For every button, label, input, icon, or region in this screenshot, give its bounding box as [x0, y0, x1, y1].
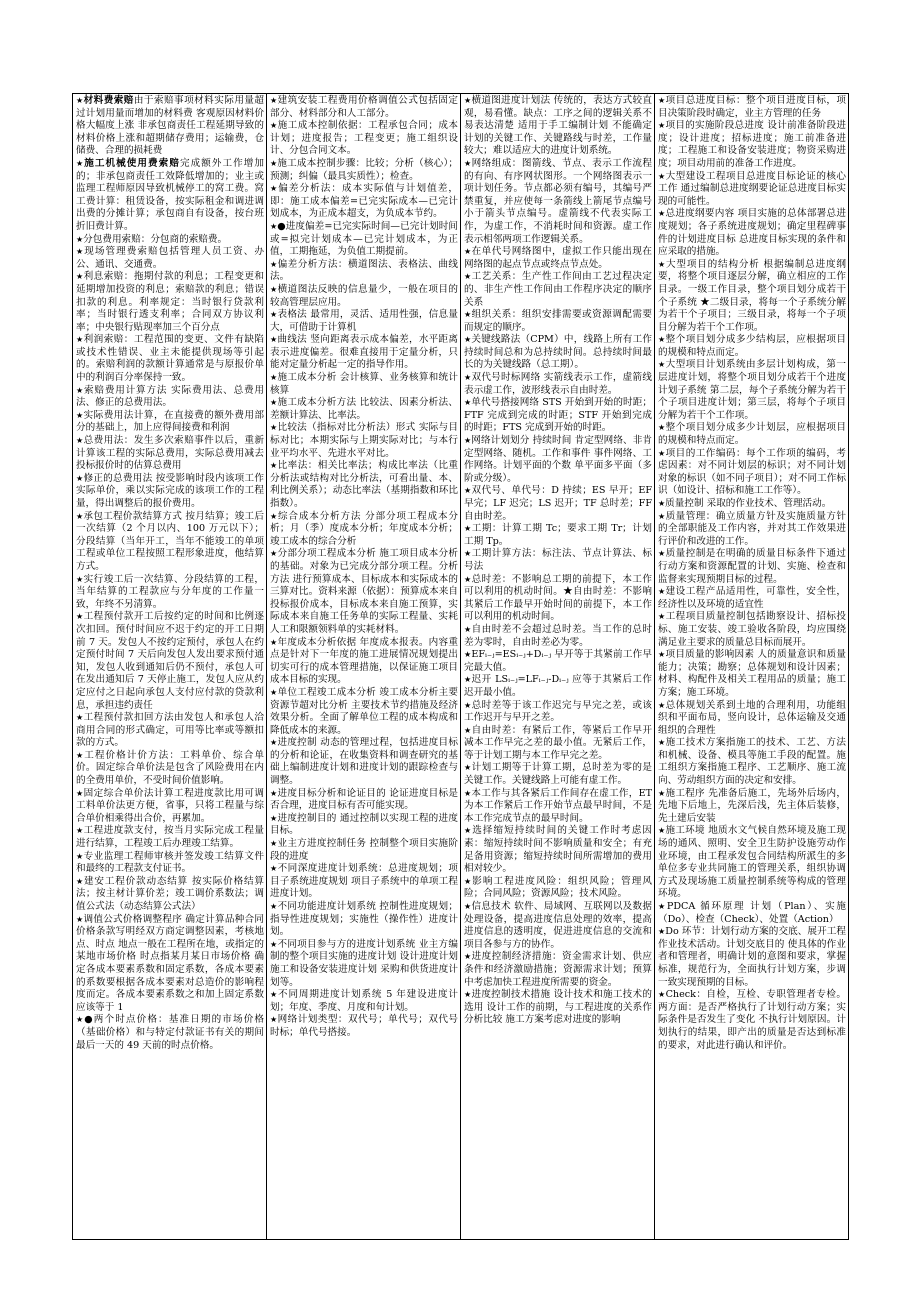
note-text: 曲线法 竖向距离表示成本偏差，水平距离表示进度偏差。很难直接用于定量分析，只能对定量分析起一定的指导作用。 — [270, 334, 459, 371]
note-text: 综合成本分析方法 分部分项工程成本分析；月（季）度成本分析；年度成本分析；竣工成本的综合分析 — [270, 510, 458, 547]
note-item — [658, 548, 846, 586]
note-text: 索赔费用计算方法 实际费用法、总费用法、修正的总费用法。 — [76, 384, 264, 409]
note-item — [658, 586, 846, 611]
note-text: 不同周期进度计划系统 5 年建设进度计划；年度、季度、月度和旬计划。 — [270, 989, 459, 1013]
note-item — [464, 989, 652, 1027]
note-text: 本工作与其各紧后工作间存在虚工作，ET 为本工作紧后工作开始节点最早时间，不是本工作完成节点的最早时间。 — [464, 787, 653, 824]
note-text: Check：自检，互检、专职管理者专检。两方面：是否严格执行了计划行动方案；实际条件是否发生了变化 不执行计划原因。计划执行的结果，即产出的质量是否达到标准的要求，对此进行确认和评价。 — [658, 989, 847, 1051]
note-item — [270, 95, 458, 120]
note-text: 组织关系：组织安排需要或资源调配需要而规定的顺序。 — [464, 309, 653, 333]
note-text: 工艺关系：生产性工作间由工艺过程决定的、非生产性工作间由工作程序决定的顺序关系 — [464, 271, 653, 308]
note-item — [270, 422, 458, 460]
note-text: 偏差分析方法：横道图法、表格法、曲线法。 — [270, 258, 459, 283]
note-text: 施工环境 地质水文气候自然环境及施工现场的通风、照明、安全卫生防护设施劳动作业环境，由工程承发包合同结构所派生的多单位多专业共同施工的管理关系，组织协调方式及现场施工质量控制系统等构成的管理环境。 — [658, 825, 847, 900]
note-item — [76, 95, 264, 158]
note-text: 总体规划关系到土地的合理利用，功能组织和平面布局，竖向设计，总体运输及交通组织的合理性 — [658, 699, 847, 736]
note-item — [464, 372, 652, 397]
note-text: 建安工程价款动态结算 按实际价格结算法；按主材计算价差；竣工调价系数法；调值公式法（动态结算公式法） — [76, 875, 264, 912]
note-text: 施工技术方案指施工的技术、工艺、方法和机械、设备、模具等施工手段的配置。施工组织方案指施工程序、工艺顺序、施工流向、劳动组织方面的决定和安排。 — [658, 737, 847, 787]
note-item — [658, 498, 846, 511]
note-item — [270, 1014, 458, 1039]
note-item — [76, 410, 264, 435]
note-text: 工期计算方法：标注法、节点计算法、标号法 — [464, 548, 653, 572]
note-text: 自由时差：有紧后工作，等紧后工作早开减本工作早完之差的最小值。无紧后工作，等于计划工期与本工作早完之差。 — [464, 724, 653, 761]
note-text: 年度成本分析依据 年度成本报表。内容重点是针对下一年度的施工进展情况规划提出切实可行的成本管理措施，以保证施工项目成本目标的实现。 — [270, 636, 459, 686]
note-text: 影响工程进度风险：组织风险；管理风险；合同风险；资源风险；技术风险。 — [464, 875, 653, 900]
note-text: 利润索赔：工程范围的变更、文件有缺陷或技术性错误、业主未能提供现场等引起的。索赔利润的款额计算通常是与原报价单中的利润百分率保持一致。 — [76, 334, 265, 384]
note-item — [658, 700, 846, 738]
note-item — [76, 1014, 264, 1052]
note-item — [76, 851, 264, 876]
note-text: 大型项目的结构分析 根据编制总进度纲要，将整个项目逐层分解，确立相应的工作目录。一级工作目录，整个项目划分成若干个子系统 ★二级目录，将每一个子系统分解为若干个子项目；三级目录，将每一个子项目分解为若干个工作项。 — [658, 258, 846, 333]
note-item — [76, 271, 264, 334]
note-text: 网络计划类型：双代号；单代号；双代号时标；单代号搭接。 — [270, 1014, 459, 1038]
note-text: 横道图进度计划法 传统的，表达方式较直观，易看懂。缺点：工序之间的逻辑关系不易表达清楚 适用于手工编制计划 不能确定计划的关键工作、关键路线与时差，工作量较大；难以适应大的进度计划系统。 — [464, 95, 653, 157]
note-item — [464, 309, 652, 334]
note-text: 网络组成：图箭线、节点、表示工作流程的有向、有序网状图形。一个网络图表示一项计划任务。节点都必须有编号，其编号严禁重复，并应使每一条箭线上箭尾节点编号小于箭头节点编号。虚箭线不代表实际工作，为虚工作，不消耗时间和资源。虚工作表示相邻两项工作逻辑关系。 — [464, 157, 653, 245]
note-item — [464, 435, 652, 485]
note-heading: 材料费索赔 — [83, 95, 134, 106]
note-item — [658, 95, 846, 120]
note-item — [658, 334, 846, 359]
note-item — [658, 259, 846, 335]
note-item — [270, 687, 458, 737]
note-item — [270, 309, 458, 334]
note-text: 项目的实施阶段总进度 设计前准备阶段进度；设计进度；招标进度；施工前准备进度；工程施工和设备安装进度；物资采购进度；项目动用前的准备工作进度。 — [658, 120, 847, 169]
note-item — [76, 473, 264, 511]
note-item — [658, 511, 846, 549]
note-text: 总进度纲要内容 项目实施的总体部署总进度规划；各子系统进度规划；确定里程碑事件的计划进度目标 总进度目标实现的条件和应采取的措施。 — [658, 208, 847, 258]
note-item — [270, 183, 458, 221]
note-text: 总费用法：发生多次索赔事件以后，重新计算该工程的实际总费用，实际总费用减去投标报价时的估算总费用 — [76, 435, 265, 472]
note-item — [76, 435, 264, 473]
note-text: 完成额外工作增加的；非承包商责任工效降低增加的；业主或监理工程师原因导致机械停工的窝工费。窝工费计算：租赁设备，按实际租金和调进调出费的分摊计算；承包商自有设备，按台班折旧费计算。 — [76, 157, 265, 232]
note-item — [464, 762, 652, 787]
note-item — [270, 813, 458, 838]
note-text: ●进度偏差=已完实际时间—已完计划时间或=拟完计划成本—已完计划成本，为正值，工期拖延，为负值工期提前。 — [270, 220, 458, 258]
note-item — [270, 838, 458, 863]
note-text: 比较法（指标对比分析法）形式 实际与目标对比；本期实际与上期实际对比；与本行业平均水平、先进水平对比。 — [270, 422, 459, 459]
note-text: 横道图法反映的信息量少，一般在项目的较高管理层应用。 — [270, 283, 459, 308]
note-text: 双代号时标网络 实箭线表示工作，虚箭线表示虚工作，波形线表示自由时差。 — [464, 372, 653, 396]
note-item — [464, 624, 652, 649]
note-item — [658, 825, 846, 901]
note-item — [270, 901, 458, 939]
note-text: 项目的工作编码：每个工作项的编码，考虑因素：对不同计划层的标识；对不同计划对象的标识（如不同子项目）；对不同工作标识（如设计、招标和施工工作等）。 — [658, 447, 847, 497]
note-text: 进度控制技术措施 设计技术和施工技术的选用 设计工作的前期，与工程进度的关系作分析比较 施工方案考虑对进度的影响 — [464, 989, 653, 1026]
note-text: 进度控制目的 通过控制以实现工程的进度目标。 — [270, 812, 459, 837]
note-text: 单代号搭接网络 STS 开始到开始的时距；FTF 完成到完成的时距；STF 开始到完成的时距；FTS 完成到开始的时距。 — [464, 397, 652, 434]
note-item — [270, 372, 458, 397]
note-text: 进度目标分析和论证目的 论证进度目标是否合理，进度目标有否可能实现。 — [270, 787, 459, 812]
column-3 — [461, 94, 655, 1239]
note-text: 迟开 LSᵢ₋ⱼ=LFᵢ₋ⱼ-Dᵢ₋ⱼ 应等于其紧后工作迟开最小值。 — [464, 674, 652, 698]
note-text: 由于索赔事项材料实际用量超过计划用量而增加的材料费 客观原因材料价格大幅度上涨 非承包商责任工程延期导致的材料价格上涨和超期储存费用；运输费，仓储费、合理的损耗费 — [76, 95, 265, 157]
note-text: 利息索赔：拖期付款的利息；工程变更和延期增加投资的利息；索赔款的利息；错误扣款的利息。利率规定：当时银行贷款利率；当时银行透支利率；合同双方协议利率；中央银行贴现率加三个百分点 — [76, 271, 265, 333]
note-item — [464, 95, 652, 158]
note-item — [658, 448, 846, 498]
note-item — [76, 825, 264, 850]
note-item — [76, 712, 264, 750]
note-text: 选择缩短持续时间的关键工作时考虑因素：缩短持续时间不影响质量和安全；有充足备用资源；缩短持续时间所需增加的费用相对较少。 — [464, 825, 653, 875]
note-item — [658, 422, 846, 447]
note-text: 偏差分析法：成本实际值与计划值差，即：施工成本偏差=已完实际成本—已完计划成本，为正成本超支，为负成本节约。 — [270, 183, 459, 220]
note-text: 工程价格计价方法：工料单价、综合单价。固定综合单价法是包含了风险费用在内的全费用单价，不受时间价值影响。 — [76, 749, 265, 787]
column-4 — [655, 94, 848, 1239]
note-text: 实行竣工后一次结算、分段结算的工程，当年结算的工程款应与分年度的工作量一致，年终不另清算。 — [76, 573, 265, 610]
note-text: 工程项目质量控制包括勘察设计、招标投标、施工安装、竣工验收各阶段，均应围绕满足业主要求的质量总目标而展开。 — [658, 611, 847, 648]
note-text: 大型建设工程项目总进度目标论证的核心工作 通过编制总进度纲要论证总进度目标实现的可能性。 — [658, 170, 847, 207]
note-text: 不同深度进度计划系统：总进度规划；项目子系统进度规划 项目子系统中的单项工程进度计划。 — [270, 863, 459, 900]
note-item — [270, 511, 458, 549]
note-item — [658, 208, 846, 258]
note-item — [658, 926, 846, 989]
note-item — [464, 246, 652, 271]
note-item — [270, 460, 458, 510]
note-text: 施工成本控制依据：工程承包合同；成本计划；进度报告；工程变更；施工组织设计、分包合同文本。 — [270, 120, 459, 157]
note-text: 不同项目参与方的进度计划系统 业主方编制的整个项目实施的进度计划 设计进度计划 施工和设备安装进度计划 采购和供货进度计划等。 — [270, 938, 459, 988]
note-text: Do 环节：计划行动方案的交底、展开工程作业技术活动。计划交底目的 使具体的作业者和管理者，明确计划的意图和要求，掌握标准，规范行为，全面执行计划方案，步调一致实现预期的目标。 — [658, 926, 846, 988]
note-text: 质量管理：确立质量方针及实施质量方针的全部职能及工作内容，并对其工作效果进行评价和改进的工作。 — [658, 510, 847, 547]
note-text: 大型项目计划系统由多层计划构成，第一层进度计划，将整个项目划分成若干个进度计划子系统 第二层，每个子系统分解为若干个子项目进度计划；第三层，将每个子项目分解为若干个工作项。 — [658, 359, 847, 421]
note-item — [270, 334, 458, 372]
note-item — [76, 246, 264, 271]
note-item — [76, 750, 264, 788]
note-item — [464, 788, 652, 826]
note-item — [76, 158, 264, 234]
note-item — [658, 120, 846, 170]
note-text: 现场管理费索赔包括管理人员工资、办公、通讯、交通费。 — [76, 246, 265, 270]
note-item — [464, 674, 652, 699]
note-item — [464, 901, 652, 951]
note-text: 业主方进度控制任务 控制整个项目实施阶段的进度 — [270, 838, 459, 862]
note-item — [270, 259, 458, 284]
note-text: 承包工程价款结算方式 按月结算；竣工后一次结算（2 个月以内、100 万元以下）；分段结算（当年开工，当年不能竣工的单项工程或单位工程按照工程形象进度，他结算方式。 — [76, 510, 265, 572]
column-1 — [73, 94, 267, 1239]
note-text: EFᵢ₋ⱼ=ESᵢ₋ⱼ+Dᵢ₋ⱼ 早开等于其紧前工作早完最大值。 — [464, 649, 653, 673]
note-item — [270, 939, 458, 989]
note-item — [76, 611, 264, 712]
note-text: 项目总进度目标：整个项目进度目标，项目决策阶段时确定，业主方管理的任务 — [658, 95, 847, 119]
note-item — [658, 359, 846, 422]
note-item — [464, 548, 652, 573]
note-text: 总时差等于该工作迟完与早完之差，或该工作迟开与早开之差。 — [464, 699, 653, 724]
note-item — [76, 876, 264, 914]
note-text: 施工成本控制步骤：比较；分析（核心）；预测；纠偏（最具实质性）；检查。 — [270, 157, 459, 182]
column-2 — [267, 94, 461, 1239]
note-item — [464, 700, 652, 725]
note-text: 施工成本分析方法 比较法、因素分析法、差额计算法、比率法。 — [270, 397, 459, 421]
note-text: 计划工期等于计算工期，总时差为零的是关键工作。关键线路上可能有虚工作。 — [464, 762, 653, 787]
note-item — [464, 397, 652, 435]
note-text: 分包费用索赔：分包商的索赔费。 — [83, 233, 228, 245]
note-item — [270, 863, 458, 901]
note-text: 网络计划划分 持续时间 肯定型网络、非肯定型网络、随机。工作和事件 事件网络、工作网络。计划平面的个数 单平面多平面（多阶或分级）。 — [464, 435, 652, 484]
note-item — [270, 637, 458, 687]
note-text: 工期：计算工期 Tc；要求工期 Tr；计划工期 Tp。 — [464, 523, 652, 547]
note-item — [658, 989, 846, 1052]
note-text: ●两个时点价格：基准日期的市场价格（基础价格）和与特定付款证书有关的期间最后一天的 49 天前的时点价格。 — [76, 1014, 265, 1051]
note-text: 表格法 最常用，灵活、适用性强，信息量大，可借助于计算机 — [270, 309, 459, 333]
note-item — [270, 737, 458, 787]
note-item — [658, 171, 846, 209]
note-text: 质量控制 采取的作业技术、管理活动。 — [665, 498, 832, 509]
note-item — [658, 788, 846, 826]
note-item — [464, 334, 652, 372]
note-text: 不同功能进度计划系统 控制性进度规划；指导性进度规划；实施性（操作性）进度计划。 — [270, 901, 459, 938]
notes-sheet — [72, 93, 849, 1240]
note-item — [76, 234, 264, 247]
note-text: 进度控制 动态的管理过程，包括进度目标的分析和论证，在收集资料和调查研究的基础上编制进度计划和进度计划的跟踪检查与调整。 — [270, 737, 459, 787]
note-item — [464, 271, 652, 309]
note-text: 工程进度款支付，按当月实际完成工程量进行结算，工程竣工后办理竣工结算。 — [76, 825, 265, 850]
note-item — [464, 158, 652, 246]
note-item — [76, 914, 264, 1015]
note-text: 整个项目划分成多少计划层，应根据项目的规模和特点而定。 — [658, 422, 847, 447]
note-item — [76, 788, 264, 826]
note-text: 单位工程竣工成本分析 竣工成本分析主要资源节超对比分析 主要技术节约措施及经济效果分析。全面了解单位工程的成本构成和降低成本的来源。 — [270, 686, 459, 736]
note-text: 调值公式价格调整程序 确定计算品种合同价格条款写明经双方商定调整因素，考核地点、时点 地点一般在工程所在地，或指定的某地市场价格 时点指某月某日市场价格 确定各成本要素系数和固定系数，各成本要素的系数要根据各成本要素对总造价的影响程度而定。各成本要素系数之和加上固定系数应该等于 1 — [76, 913, 265, 1013]
note-item — [658, 611, 846, 649]
note-item — [464, 876, 652, 901]
note-text: 比率法：相关比率法；构成比率法（比重分析法或结构对比分析法，可看出量、本、利比例关系）；动态比率法（基期指数和环比指数）。 — [270, 460, 459, 509]
note-item — [270, 548, 458, 636]
note-text: 质量控制是在明确的质量目标条件下通过行动方案和资源配置的计划、实施、检查和监督来实现预期目标的过程。 — [658, 548, 847, 585]
note-item — [270, 221, 458, 259]
note-item — [658, 901, 846, 926]
note-text: 建设工程产品适用性，可靠性，安全性，经济性以及环境的适宜性 — [658, 586, 847, 610]
note-text: 施工成本分析 会计核算、业务核算和统计核算 — [270, 372, 459, 396]
note-text: 双代号、单代号：D 持续；ES 早开；EF 早完；LF 迟完；LS 迟开；TF 总时差；FF 自由时差。 — [464, 485, 653, 522]
note-text: 工程预付款扣回方法由发包人和承包人洽商用合同的形式确定，可用等比率或等额扣款的方式。 — [76, 712, 265, 749]
note-item — [76, 574, 264, 612]
note-item — [464, 649, 652, 674]
note-text: PDCA 循环原理 计划（Plan）、实施（Do）、检查（Check）、处置（Action） — [658, 901, 847, 925]
note-text: 建筑安装工程费用价格调值公式包括固定部分、材料部分和人工部分。 — [270, 95, 459, 119]
note-text: 进度控制经济措施：资金需求计划、供应条件和经济激励措施；资源需求计划；预算中考虑加快工程进度所需要的资金。 — [464, 951, 653, 988]
note-item — [270, 284, 458, 309]
note-item — [270, 397, 458, 422]
note-item — [658, 649, 846, 699]
note-text: 项目质量的影响因素 人的质量意识和质量能力；决策；勘察；总体规划和设计因素；材料、构配件及相关工程用品的质量；施工方案；施工环境。 — [658, 649, 847, 698]
note-item — [658, 737, 846, 787]
note-heading: 施工机械使用费索赔 — [84, 157, 180, 169]
note-item — [270, 120, 458, 158]
note-text: 修正的总费用法 按受影响时段内该项工作实际单价，乘以实际完成的该项工作的工程量，得出调整后的报价费用。 — [76, 472, 265, 509]
note-text: 信息技术 软件、局域网、互联网以及数据处理设备，提高进度信息处理的效率，提高进度信息的透明度，促进进度信息的交流和项目各参与方的协作。 — [464, 901, 653, 950]
note-text: 专业监理工程师审核并签发竣工结算文件和最终的工程款支付证书。 — [76, 850, 265, 875]
note-text: 总时差：不影响总工期的前提下，本工作可以利用的机动时间。★自由时差：不影响其紧后工作最早开始时间的前提下，本工作可以利用的机动时间。 — [464, 573, 653, 623]
note-text: 自由时差不会超过总时差。当工作的总时差为零时，自由时差必为零。 — [464, 623, 653, 648]
note-item — [464, 951, 652, 989]
note-item — [270, 158, 458, 183]
note-text: 工程预付款开工后按约定的时间和比例逐次扣回。预付时间应不迟于约定的开工日期前 7 天。发包人不按约定预付，承包人在约定预付时间 7 天后向发包人发出要求预付通知，发包人收到通知后仍不预付，承包人可在发出通知后 7 天停止施工，发包人应从约定应付之日起向承包人支付应付款的贷款利息，承担违约责任 — [76, 611, 265, 711]
note-item — [270, 989, 458, 1014]
note-item — [464, 523, 652, 548]
note-item — [76, 511, 264, 574]
note-text: 在单代号网络图中，虚拟工作只能出现在网络图的起点节点或终点节点处。 — [464, 246, 653, 270]
note-item — [464, 485, 652, 523]
note-text: 整个项目划分成多少结构层，应根据项目的规模和特点而定。 — [658, 334, 847, 358]
note-text: 关键线路法（CPM）中，线路上所有工作持续时间总和为总持续时间。总持续时间最长的为关键线路（总工期）。 — [464, 334, 652, 371]
note-item — [464, 574, 652, 624]
note-item — [76, 334, 264, 384]
note-item — [76, 385, 264, 410]
note-item — [464, 725, 652, 763]
note-item — [464, 825, 652, 875]
note-text: 分部分项工程成本分析 施工项目成本分析的基础。对象为已完成分部分项工程。分析方法 进行预算成本、目标成本和实际成本的三算对比。资料来源（依据）：预算成本来自投标报价成本，目标成本来自施工预算，实际成本来自施工任务单的实际工程量、实耗人工和限额领料单的实耗材料。 — [270, 548, 459, 635]
note-text: 固定综合单价法计算工程进度款比用可调工料单价法更方便，省事，只将工程量与综合单价相乘得出合价，再累加。 — [76, 787, 265, 824]
note-text: 实际费用法计算，在直接费的额外费用部分的基础上，加上应得间接费和利润 — [76, 409, 265, 434]
note-item — [270, 788, 458, 813]
note-text: 施工程序 先准备后施工，先场外后场内，先地下后地上，先深后浅，先主体后装修，先土建后安装 — [658, 787, 847, 824]
